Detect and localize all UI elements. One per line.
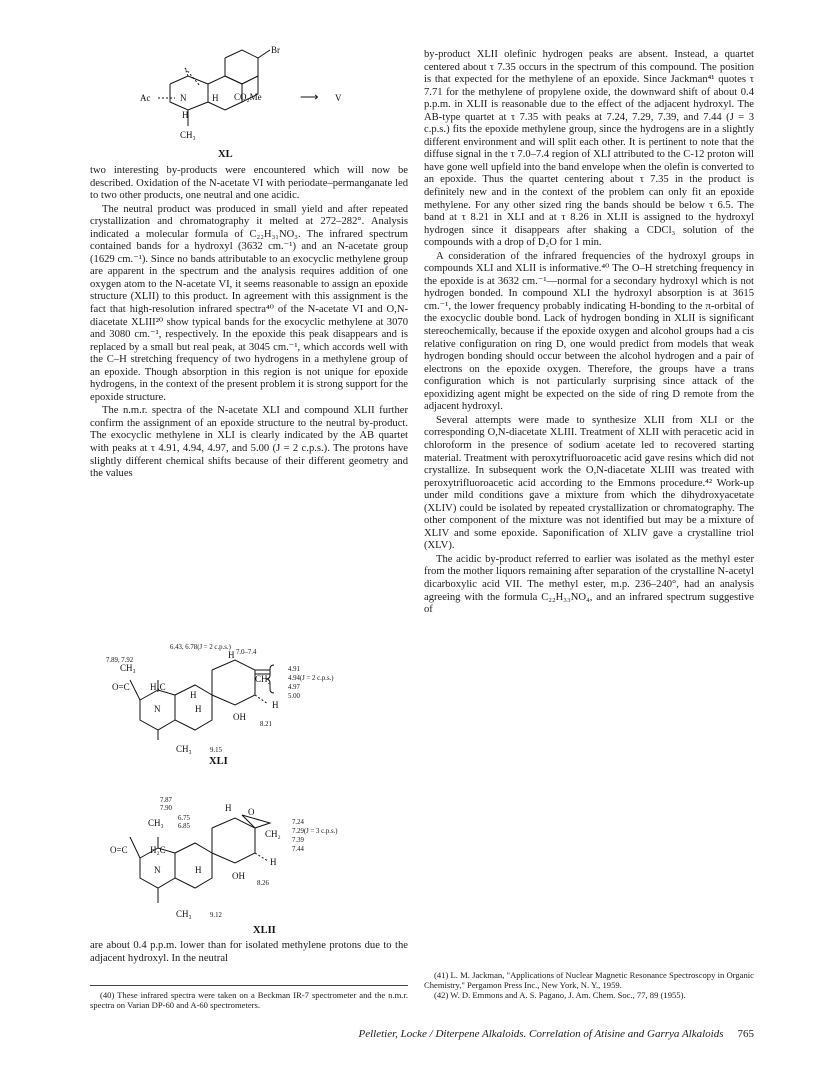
xli-q1: 4.91 (288, 666, 300, 673)
structure-xl (130, 40, 370, 162)
xlii-h-b: H (270, 857, 277, 867)
xlii-q1: 7.24 (292, 819, 304, 826)
page-footer (250, 1028, 754, 1040)
xli-me-shifts: 7.89, 7.92 (106, 657, 134, 664)
xli-ch2: CH₂ (255, 674, 271, 684)
xl-caption: XL (218, 149, 233, 160)
xlii-me-shift-2: 7.90 (160, 805, 172, 812)
xli-ch3-shift: 9.15 (210, 747, 222, 754)
xl-product-label: V (335, 93, 342, 103)
xlii-me-shift-1: 7.87 (160, 797, 172, 804)
xlii-oh-shift: 8.26 (257, 880, 269, 887)
xlii-h-top: H (225, 803, 232, 813)
xli-h-b: H (195, 704, 202, 714)
xlii-h2c-shift-2: 6.85 (178, 823, 190, 830)
xl-ester-label: CO₂Me (234, 92, 262, 102)
xlii-n: N (154, 865, 161, 875)
xlii-h2c: H₂C (150, 845, 166, 855)
xli-carbonyl: O=C (112, 682, 130, 692)
left-column (90, 165, 408, 482)
xli-h-a: H (190, 690, 197, 700)
xlii-ch2: CH₂ (265, 829, 281, 839)
footnotes-left (90, 985, 408, 1010)
right-paragraph-3: Several attempts were made to synthesize XLII from XLI or the corresponding O,N-diacetate XLIII. Treatment of XLII with peracetic acid in chloroform in the presence of sodium acetate led to recovered starting material. Treatment with peroxytrifluoroacetic acid gave resins which did not crystallize. In subsequent work the O,N-diacetate XLIII was treated with peroxytrifluoroacetic acid according to the Emmons procedure.⁴² Work-up under mild conditions gave a mixture from which the dihydroxyacetate (XLIV) could be isolated by repeated crystallization or chromatography. The other component of the mixture was not identified but may be a mixture of XLIV and some epoxide. Saponification of XLIV gave a crystalline triol (XLV). (424, 414, 754, 552)
right-paragraph-2: A consideration of the infrared frequencies of the hydroxyl groups in compounds XLI and XLII is informative.⁴⁰ The O–H stretching frequency in the epoxide is at 3632 cm.⁻¹—normal for a secondary hydroxyl which is not hydrogen bonded. In compound XLI the hydroxyl absorption is at 3615 cm.⁻¹, the lower frequency probably indicating H-bonding to the π-orbital of the exocyclic double bond. Lack of hydrogen bonding in XLII is significant stereochemically, because if the epoxide oxygen and alcohol groups had a cis relative configuration on ring D, one would predict from models that weak hydrogen bonding should occur between the alcohol hydrogen and a pair of electrons on the epoxide oxygen. Therefore, the groups have a trans configuration which is not particularly surprising since attack of the epoxidizing agent might be expected on the side of ring D remote from the adjacent hydroxyl. (424, 250, 754, 413)
xl-n-label: N (180, 93, 187, 103)
xli-h-label: H (228, 650, 235, 660)
right-column (424, 49, 754, 618)
left-paragraph-2: The neutral product was produced in small yield and after repeated crystallization and chromatography it melted at 272–282°. Analysis indicated a molecular formula of C₂₂H₃₁NO₃. The infrared spectrum contained bands for a hydroxyl (3632 cm.⁻¹) and an N-acetate group (1629 cm.⁻¹). Since no bands attributable to an exocyclic methylene group are apparent in the spectrum and the analysis requires addition of one oxygen atom to the N-acetate VI, it seems reasonable to assign an epoxide structure (XLII) to this product. In agreement with this assignment is the fact that high-resolution infrared spectra⁴⁰ of the N-acetate VI and O,N-diacetate XLIII²⁰ show typical bands for the exocyclic methylene at 3070 and 3080 cm.⁻¹, respectively. In the epoxide this peak disappears and is replaced by a small but real peak, at 3045 cm.⁻¹, which accords well with the C–H stretching frequency of two hydrogens in a methylene group of an epoxide. Though absorption in this region is not unique for epoxide hydrogens, in the context of the present problem it is strong support for the epoxide structure. (90, 203, 408, 403)
xli-top-shifts: 6.43, 6.78(J = 2 c.p.s.) (170, 644, 231, 651)
xl-arrow: ⟶ (300, 89, 319, 104)
xlii-q4: 7.44 (292, 846, 304, 853)
xli-oh-shift: 8.21 (260, 721, 272, 728)
footnotes-right (424, 970, 754, 1000)
xli-h-c: H (272, 700, 279, 710)
footnote-42: (42) W. D. Emmons and A. S. Pagano, J. Am. Chem. Soc., 77, 89 (1955). (434, 990, 686, 1000)
xl-h-label-1: H (212, 93, 219, 103)
xlii-oh: OH (232, 871, 245, 881)
xlii-h2c-shift-1: 6.75 (178, 815, 190, 822)
structure-xlii (100, 793, 400, 938)
xlii-carbonyl: O=C (110, 845, 128, 855)
right-paragraph-4: The acidic by-product referred to earlier was isolated as the methyl ester from the mother liquors remaining after separation of the crystalline N-acetyl dicarboxylic acid VII. The methyl ester, m.p. 236–240°, had an analysis agreeing with the formula C₂₂H₃₃NO₄, and an infrared spectrum suggestive of (424, 553, 754, 616)
xlii-ch3-bottom: CH₃ (176, 909, 192, 919)
xl-h-label-2: H (182, 110, 189, 120)
xlii-q3: 7.39 (292, 837, 304, 844)
xl-ac-label: Ac (140, 93, 151, 103)
structure-xli (100, 640, 400, 765)
left-paragraph-1: two interesting by-products were encountered which will now be described. Oxidation of the N-acetate VI with periodate–permanganate led to two other products, one neutral and one acidic. (90, 165, 408, 202)
left-paragraph-3: The n.m.r. spectra of the N-acetate XLI and compound XLII further confirm the assignment of an epoxide structure to the neutral by-product. The exocyclic methylene in XLI is clearly indicated by the AB quartet with peaks at τ 4.91, 4.94, 4.97, and 5.00 (J = 2 c.p.s.). The protons have slightly different chemical shifts because of their different geometry and the values (90, 405, 408, 480)
xlii-h-a: H (195, 865, 202, 875)
page-number: 765 (737, 1028, 754, 1040)
xlii-ch3-shift: 9.12 (210, 912, 222, 919)
xli-q3: 4.97 (288, 684, 300, 691)
running-title: Pelletier, Locke / Diterpene Alkaloids. Correlation of Atisine and Garrya Alkaloids (358, 1028, 724, 1040)
right-paragraph-1: by-product XLII olefinic hydrogen peaks are absent. Instead, a quartet centered about τ 7.35 occurs in the spectrum of this compound. The position is that expected for the methylene of an epoxide. Since Jackman⁴¹ quotes τ 7.71 for the methylene of propylene oxide, the downward shift of about 0.4 p.p.m. in XLII is reasonable due to the effect of the adjacent hydroxyl. The AB-type quartet at τ 7.35 with peaks at 7.24, 7.29, 7.39, and 7.44 (J = 3 c.p.s.) fits the epoxide methylene group, since the hydrogens are in a slightly different environment and will split each other. It is pertinent to note that the diffuse signal in the τ 7.0–7.4 region of XLI attributed to the C-12 proton will have gone well upfield into the band envelope when the olefin is converted to an epoxide. Thus the quartet centering about τ 7.35 in the product is definitely new and in the context of the problem can only fit an epoxide methylene. For any other sized ring the bands should be below τ 6.5. The band at τ 8.21 in XLI and at τ 8.26 in XLII is assigned to the hydroxyl hydrogen since it disappears after shaking a CDCl₃ solution of the compounds with a drop of D₂O for 1 min. (424, 49, 754, 249)
xli-ch3-top: CH₃ (120, 663, 136, 673)
xlii-q2: 7.29(J = 3 c.p.s.) (292, 828, 338, 835)
xlii-ch3-top: CH₃ (148, 818, 164, 828)
xli-ch3-bottom: CH₃ (176, 744, 192, 754)
xli-q4: 5.00 (288, 693, 300, 700)
xlii-o: O (248, 807, 255, 817)
xli-caption: XLI (209, 756, 228, 765)
xli-h-range: 7.0–7.4 (236, 649, 257, 656)
footnote-41: (41) L. M. Jackman, "Applications of Nuclear Magnetic Resonance Spectroscopy in Organic Chemistry," Pergamon Press Inc., New York, N. Y., 1959. (424, 970, 754, 990)
xlii-caption: XLII (253, 925, 276, 936)
xl-br-label: Br (271, 45, 280, 55)
xli-q2: 4.94(J = 2 c.p.s.) (288, 675, 334, 682)
left-column-continuation (90, 940, 408, 966)
xli-oh: OH (233, 712, 246, 722)
xl-ch3-label: CH₃ (180, 130, 196, 140)
left-continuation-text: are about 0.4 p.p.m. lower than for isolated methylene protons due to the adjacent hydroxyl. In the neutral (90, 940, 408, 964)
footnote-40: (40) These infrared spectra were taken on a Beckman IR-7 spectrometer and the n.m.r. spectra on Varian DP-60 and A-60 spectrometers. (90, 990, 408, 1010)
xli-h2c: H₂C (150, 682, 166, 692)
xli-n: N (154, 704, 161, 714)
